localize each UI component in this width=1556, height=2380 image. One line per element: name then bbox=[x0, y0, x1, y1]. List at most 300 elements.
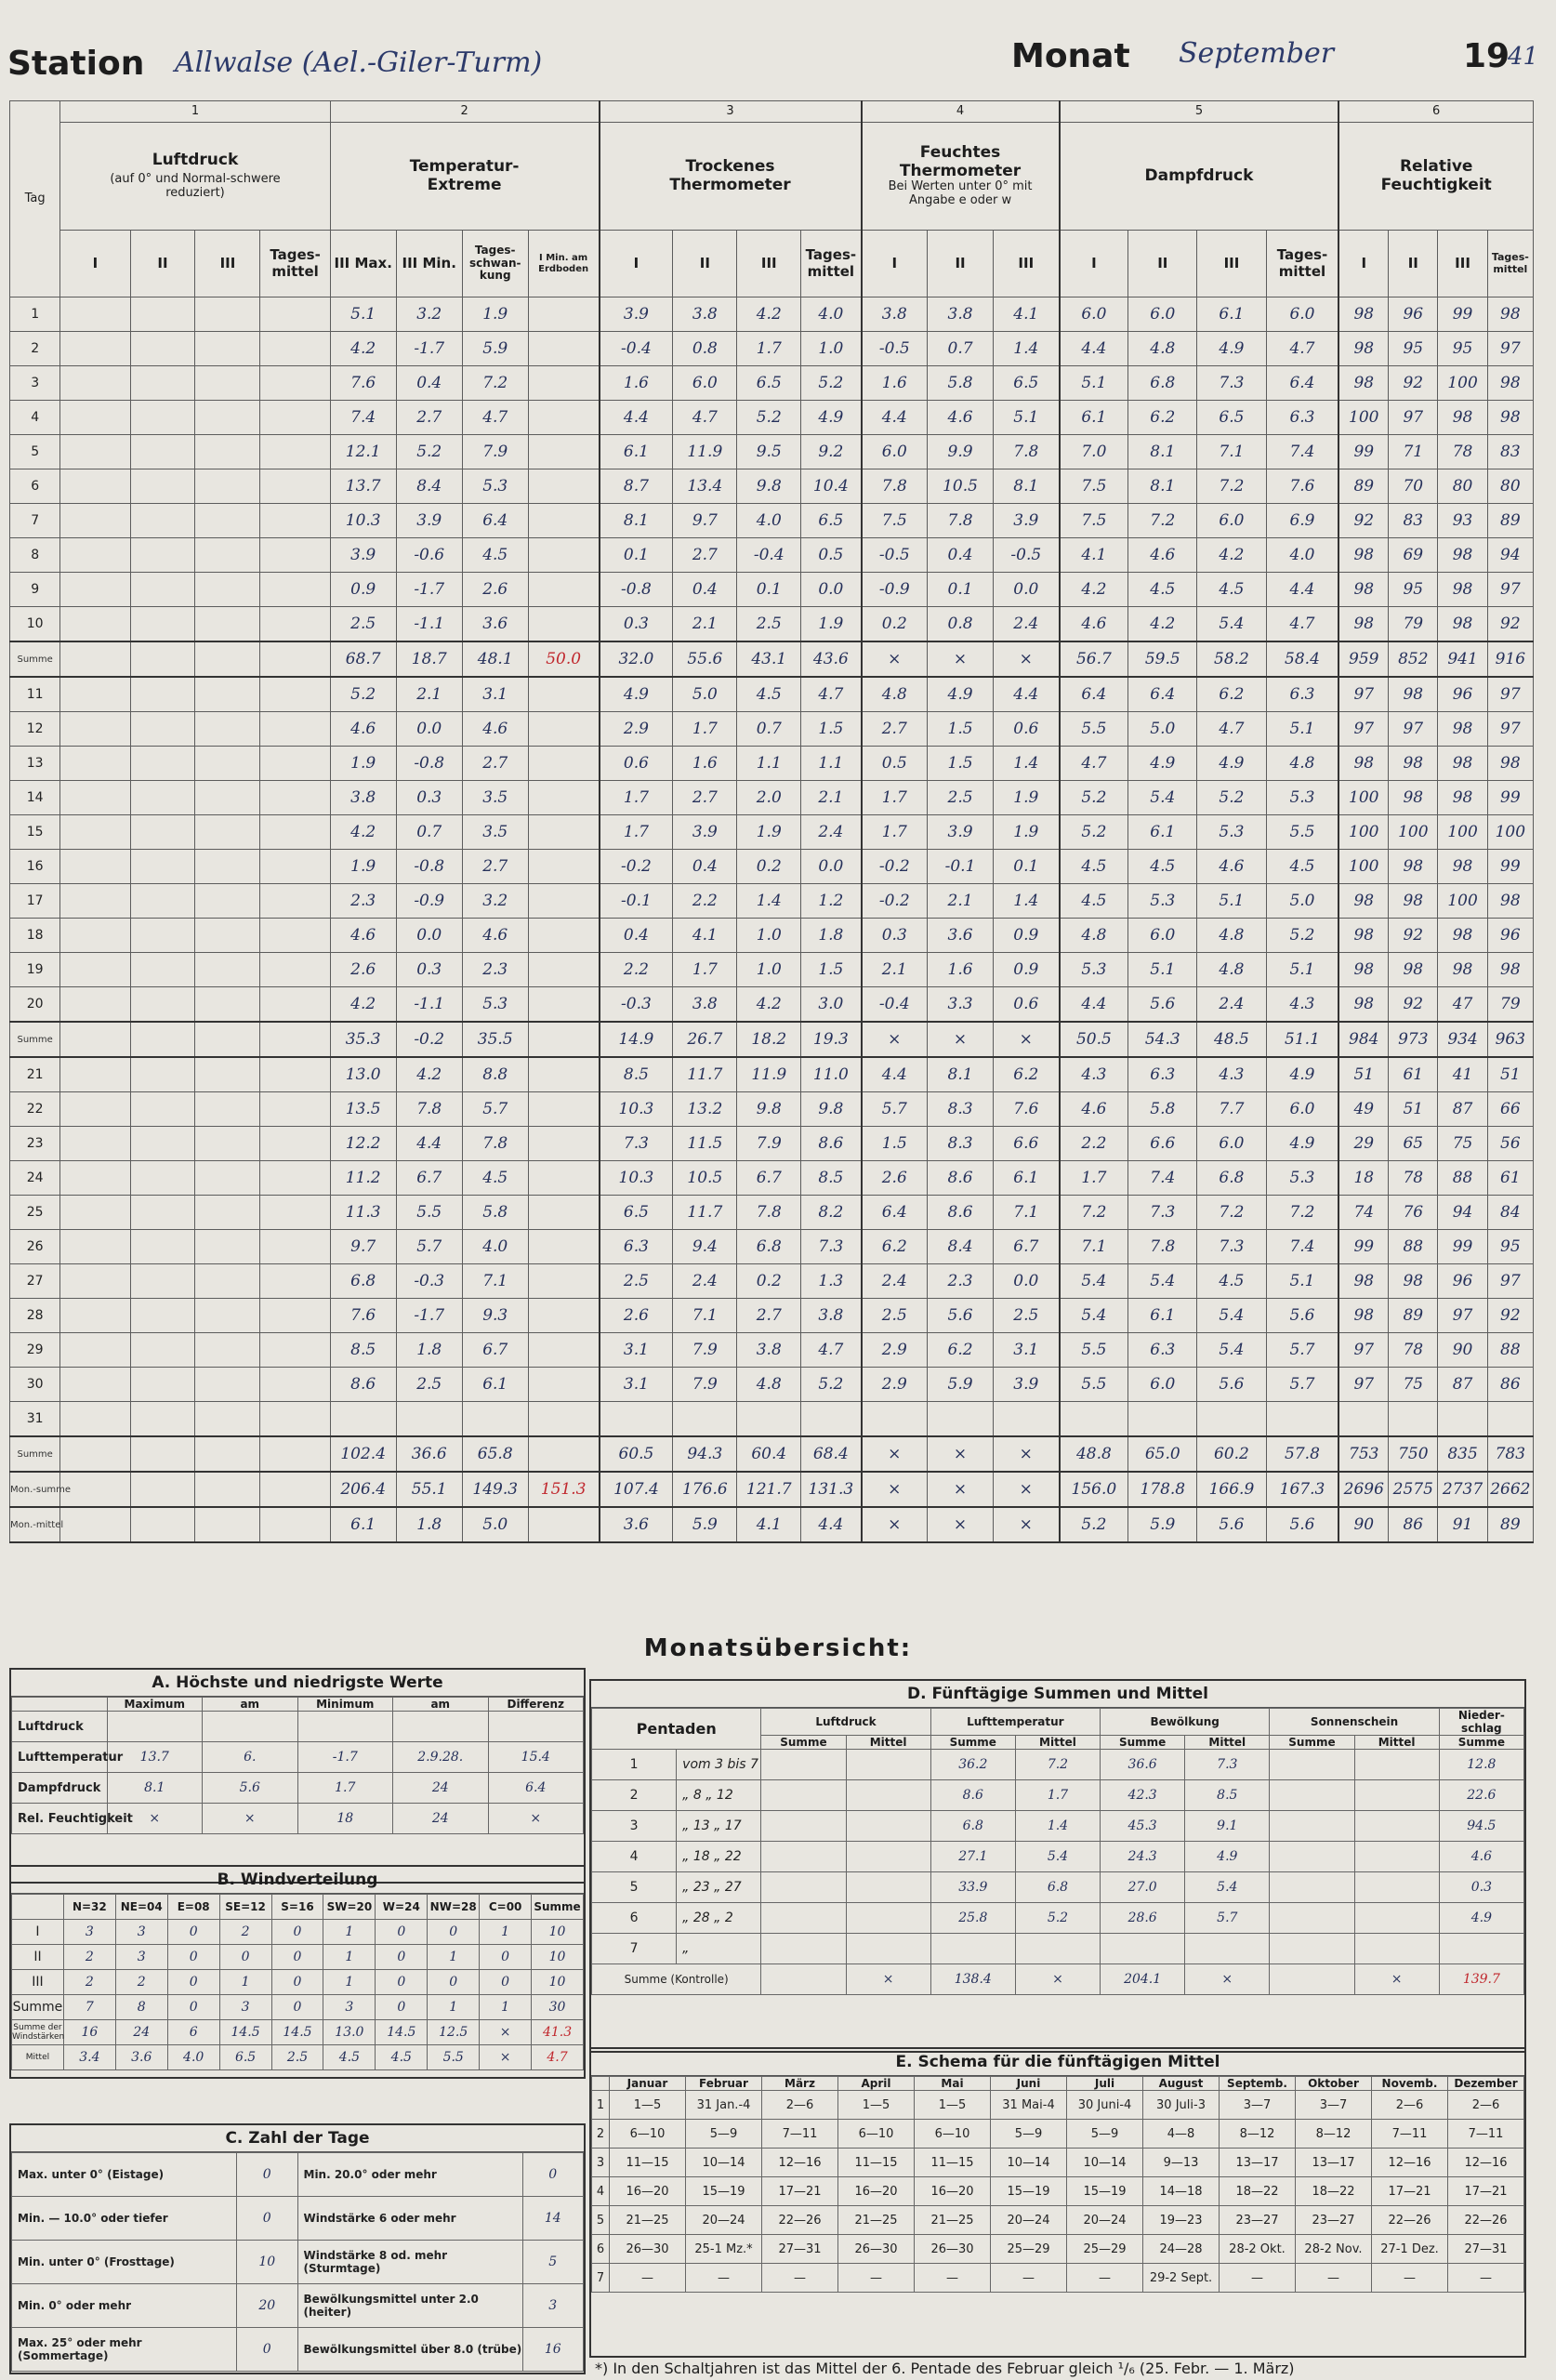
dry-bulb-cell: 131.3 bbox=[801, 1472, 862, 1507]
wet-bulb-cell: 5.6 bbox=[928, 1299, 994, 1333]
section-d-row bbox=[592, 1872, 1524, 1903]
wet-bulb-cell: 5.1 bbox=[994, 401, 1060, 435]
section-a-value: 6. bbox=[203, 1742, 298, 1773]
vapour-pressure-cell: 7.3 bbox=[1197, 366, 1266, 401]
wet-bulb-cell: 3.9 bbox=[994, 1368, 1060, 1402]
wet-bulb-cell: × bbox=[994, 1507, 1060, 1542]
section-d-value: 1.4 bbox=[1015, 1811, 1100, 1842]
day-row bbox=[10, 747, 1534, 781]
section-d-label: „ 23 „ 27 bbox=[677, 1872, 761, 1903]
temperature-cell: 3.9 bbox=[396, 504, 462, 538]
section-b-value: 2 bbox=[219, 1920, 271, 1945]
section-e-value: 7—11 bbox=[1448, 2120, 1524, 2149]
section-a-header: am bbox=[393, 1698, 489, 1712]
luftdruck-cell bbox=[60, 641, 130, 677]
section-a-value: 1.7 bbox=[297, 1773, 393, 1804]
section-e-value: 26—30 bbox=[838, 2235, 915, 2264]
dry-bulb-cell: 4.9 bbox=[600, 677, 673, 712]
vapour-pressure-cell: 4.5 bbox=[1060, 850, 1128, 884]
luftdruck-cell bbox=[130, 987, 195, 1023]
luftdruck-cell bbox=[130, 815, 195, 850]
dry-bulb-cell: -0.2 bbox=[600, 850, 673, 884]
luftdruck-cell bbox=[60, 815, 130, 850]
day-label: 2 bbox=[10, 332, 60, 366]
temperature-cell: 0.0 bbox=[396, 712, 462, 747]
temperature-cell: 7.8 bbox=[462, 1127, 528, 1161]
trocken-mittel: Tages-mittel bbox=[801, 231, 862, 298]
temperature-cell bbox=[528, 1507, 599, 1542]
luftdruck-cell bbox=[60, 987, 130, 1023]
feucht-ii: II bbox=[928, 231, 994, 298]
humidity-cell: 98 bbox=[1487, 953, 1533, 987]
section-d-value bbox=[1270, 1872, 1354, 1903]
luftdruck-cell bbox=[130, 504, 195, 538]
section-d-label: 6 bbox=[592, 1903, 677, 1934]
section-a-row bbox=[12, 1773, 584, 1804]
section-e-value: 15—19 bbox=[991, 2177, 1067, 2206]
wet-bulb-cell: 1.7 bbox=[862, 781, 928, 815]
section-c-label: Min. unter 0° (Frosttage) bbox=[12, 2241, 237, 2284]
temperature-cell: 18.7 bbox=[396, 641, 462, 677]
luftdruck-cell bbox=[130, 1368, 195, 1402]
humidity-cell: 92 bbox=[1487, 1299, 1533, 1333]
wet-bulb-cell: 0.0 bbox=[994, 573, 1060, 607]
wet-bulb-cell: 2.4 bbox=[862, 1264, 928, 1299]
vapour-pressure-cell: 4.6 bbox=[1128, 538, 1197, 573]
section-d-label: vom 3 bis 7 bbox=[677, 1750, 761, 1780]
section-b-value: 0 bbox=[480, 1945, 532, 1970]
luftdruck-cell bbox=[260, 641, 330, 677]
temperature-cell: 2.3 bbox=[330, 884, 396, 919]
luftdruck-cell bbox=[130, 298, 195, 332]
luftdruck-cell bbox=[60, 1127, 130, 1161]
group-3-number: 3 bbox=[600, 101, 862, 123]
section-e-value: 11—15 bbox=[838, 2149, 915, 2177]
section-e-value: 5—9 bbox=[991, 2120, 1067, 2149]
wet-bulb-cell: 2.1 bbox=[928, 884, 994, 919]
wet-bulb-cell: 0.1 bbox=[994, 850, 1060, 884]
day-row bbox=[10, 469, 1534, 504]
vapour-pressure-cell: 5.7 bbox=[1266, 1368, 1338, 1402]
section-e-value: — bbox=[762, 2264, 838, 2293]
vapour-pressure-cell: 56.7 bbox=[1060, 641, 1128, 677]
dry-bulb-cell: 2.4 bbox=[801, 815, 862, 850]
temperature-cell: 3.2 bbox=[396, 298, 462, 332]
dry-bulb-cell: 2.7 bbox=[673, 781, 737, 815]
dry-bulb-cell: 7.1 bbox=[673, 1299, 737, 1333]
day-row bbox=[10, 1333, 1534, 1368]
vapour-pressure-cell bbox=[1197, 1402, 1266, 1437]
wet-bulb-cell: 2.5 bbox=[928, 781, 994, 815]
subheader-row bbox=[10, 231, 1534, 298]
dry-bulb-cell: 26.7 bbox=[673, 1022, 737, 1057]
temperature-cell bbox=[528, 366, 599, 401]
temperature-cell: 4.6 bbox=[330, 712, 396, 747]
day-row bbox=[10, 884, 1534, 919]
section-a-header: Differenz bbox=[488, 1698, 584, 1712]
dry-bulb-cell: 1.7 bbox=[600, 781, 673, 815]
section-e-value: 21—25 bbox=[838, 2206, 915, 2235]
luftdruck-cell bbox=[260, 677, 330, 712]
day-row bbox=[10, 850, 1534, 884]
wet-bulb-cell bbox=[862, 1402, 928, 1437]
vapour-pressure-cell: 5.9 bbox=[1128, 1507, 1197, 1542]
temperature-cell: 5.8 bbox=[462, 1196, 528, 1230]
temperature-cell: 151.3 bbox=[528, 1472, 599, 1507]
luftdruck-cell bbox=[60, 781, 130, 815]
vapour-pressure-cell: 6.5 bbox=[1197, 401, 1266, 435]
section-b-value: 1 bbox=[428, 1995, 480, 2020]
humidity-cell: 98 bbox=[1338, 573, 1388, 607]
section-b-value: 2 bbox=[115, 1970, 167, 1995]
vapour-pressure-cell: 6.0 bbox=[1266, 298, 1338, 332]
section-a-label: Dampfdruck bbox=[12, 1773, 108, 1804]
dry-bulb-cell: 1.6 bbox=[600, 366, 673, 401]
temperature-cell: 8.5 bbox=[330, 1333, 396, 1368]
section-c-label: Max. unter 0° (Eistage) bbox=[12, 2153, 237, 2197]
group-2-number: 2 bbox=[330, 101, 599, 123]
section-d-value bbox=[1354, 1872, 1439, 1903]
section-e-value: 20—24 bbox=[991, 2206, 1067, 2235]
section-e-value: 2—6 bbox=[1372, 2091, 1448, 2120]
section-b-value: 1 bbox=[323, 1945, 376, 1970]
humidity-cell: 70 bbox=[1389, 469, 1438, 504]
vapour-pressure-cell: 4.5 bbox=[1266, 850, 1338, 884]
temperature-cell bbox=[528, 538, 599, 573]
section-b-value: 1 bbox=[480, 1995, 532, 2020]
vapour-pressure-cell: 4.4 bbox=[1060, 332, 1128, 366]
temperature-cell: 5.5 bbox=[396, 1196, 462, 1230]
luftdruck-cell bbox=[130, 1436, 195, 1472]
section-d-row bbox=[592, 1750, 1524, 1780]
section-c-value: 10 bbox=[237, 2241, 298, 2284]
day-label: Summe bbox=[10, 1436, 60, 1472]
day-label: 15 bbox=[10, 815, 60, 850]
section-e-header: Februar bbox=[686, 2077, 762, 2091]
luftdruck-cell bbox=[130, 1196, 195, 1230]
dry-bulb-cell: 176.6 bbox=[673, 1472, 737, 1507]
vapour-pressure-cell: 5.6 bbox=[1266, 1507, 1338, 1542]
dry-bulb-cell: 4.2 bbox=[737, 987, 801, 1023]
luftdruck-cell bbox=[130, 1230, 195, 1264]
section-e-value: — bbox=[1067, 2264, 1143, 2293]
section-e-header: Novemb. bbox=[1372, 2077, 1448, 2091]
section-d-value bbox=[1270, 1780, 1354, 1811]
vapour-pressure-cell: 7.6 bbox=[1266, 469, 1338, 504]
luftdruck-cell bbox=[130, 401, 195, 435]
dry-bulb-cell: 8.5 bbox=[600, 1057, 673, 1092]
section-b-value: 4.5 bbox=[376, 2045, 428, 2070]
section-e-value: 5—9 bbox=[686, 2120, 762, 2149]
vapour-pressure-cell: 4.0 bbox=[1266, 538, 1338, 573]
day-row bbox=[10, 1368, 1534, 1402]
temperature-cell bbox=[528, 712, 599, 747]
section-b-label: Mittel bbox=[12, 2045, 64, 2070]
section-e-header bbox=[592, 2077, 610, 2091]
wet-bulb-cell: 7.5 bbox=[862, 504, 928, 538]
dry-bulb-cell: 9.8 bbox=[737, 469, 801, 504]
temperature-cell: 7.6 bbox=[330, 1299, 396, 1333]
day-row bbox=[10, 504, 1534, 538]
section-e-title: E. Schema für die fünftägigen Mittel bbox=[591, 2049, 1524, 2076]
dry-bulb-cell: 11.0 bbox=[801, 1057, 862, 1092]
humidity-cell: 98 bbox=[1438, 850, 1487, 884]
section-a-value: 5.6 bbox=[203, 1773, 298, 1804]
temperature-cell bbox=[528, 1299, 599, 1333]
wet-bulb-cell: -0.2 bbox=[862, 884, 928, 919]
vapour-pressure-cell: 5.4 bbox=[1060, 1264, 1128, 1299]
temperature-cell: 2.7 bbox=[462, 850, 528, 884]
temperature-cell: -0.9 bbox=[396, 884, 462, 919]
section-b-value: 3 bbox=[323, 1995, 376, 2020]
luftdruck-cell bbox=[60, 573, 130, 607]
wet-bulb-cell: 8.3 bbox=[928, 1092, 994, 1127]
rf-iii: III bbox=[1438, 231, 1487, 298]
day-label: 12 bbox=[10, 712, 60, 747]
vapour-pressure-cell: 5.1 bbox=[1128, 953, 1197, 987]
section-d-value bbox=[1354, 1842, 1439, 1872]
section-d-value bbox=[846, 1872, 930, 1903]
vapour-pressure-cell: 8.1 bbox=[1128, 469, 1197, 504]
vapour-pressure-cell: 5.4 bbox=[1197, 1299, 1266, 1333]
dry-bulb-cell: 2.6 bbox=[600, 1299, 673, 1333]
day-row bbox=[10, 1402, 1534, 1437]
luftdruck-cell bbox=[60, 1299, 130, 1333]
section-d-value: × bbox=[1015, 1964, 1100, 1995]
humidity-cell: 89 bbox=[1487, 504, 1533, 538]
humidity-cell: 2737 bbox=[1438, 1472, 1487, 1507]
vapour-pressure-cell bbox=[1266, 1402, 1338, 1437]
vapour-pressure-cell: 166.9 bbox=[1197, 1472, 1266, 1507]
humidity-cell: 78 bbox=[1389, 1161, 1438, 1196]
luftdruck-cell bbox=[195, 435, 260, 469]
day-row bbox=[10, 366, 1534, 401]
temperature-cell bbox=[528, 573, 599, 607]
vapour-pressure-cell: 5.4 bbox=[1197, 1333, 1266, 1368]
luftdruck-cell bbox=[130, 747, 195, 781]
temperature-cell: 1.9 bbox=[462, 298, 528, 332]
luftdruck-cell bbox=[195, 1230, 260, 1264]
vapour-pressure-cell: 6.3 bbox=[1128, 1333, 1197, 1368]
vapour-pressure-cell: 4.5 bbox=[1197, 1264, 1266, 1299]
section-b-row bbox=[12, 1970, 584, 1995]
temperature-cell: 5.7 bbox=[462, 1092, 528, 1127]
luftdruck-cell bbox=[60, 712, 130, 747]
dry-bulb-cell: 7.9 bbox=[737, 1127, 801, 1161]
vapour-pressure-cell: 6.0 bbox=[1128, 919, 1197, 953]
section-c-value: 0 bbox=[522, 2153, 584, 2197]
humidity-cell: 74 bbox=[1338, 1196, 1388, 1230]
luftdruck-cell bbox=[260, 1127, 330, 1161]
feuchtes-thermometer-title: Feuchtes Thermometer bbox=[899, 143, 1022, 180]
vapour-pressure-cell: 1.7 bbox=[1060, 1161, 1128, 1196]
wet-bulb-cell: 3.8 bbox=[862, 298, 928, 332]
vapour-pressure-cell: 7.3 bbox=[1197, 1230, 1266, 1264]
section-e-value: 28-2 Nov. bbox=[1296, 2235, 1372, 2264]
section-d-subheader: Summe bbox=[1439, 1736, 1523, 1750]
dry-bulb-cell: 2.2 bbox=[600, 953, 673, 987]
humidity-cell: 89 bbox=[1389, 1299, 1438, 1333]
section-e-value: — bbox=[610, 2264, 686, 2293]
daily-observations-table bbox=[9, 100, 1534, 1543]
wet-bulb-cell: 1.4 bbox=[994, 332, 1060, 366]
dry-bulb-cell: 11.9 bbox=[737, 1057, 801, 1092]
vapour-pressure-cell: 6.1 bbox=[1128, 1299, 1197, 1333]
vapour-pressure-cell: 7.2 bbox=[1197, 469, 1266, 504]
section-e-value: 8—12 bbox=[1220, 2120, 1296, 2149]
humidity-cell: 29 bbox=[1338, 1127, 1388, 1161]
day-label: Summe bbox=[10, 1022, 60, 1057]
section-e-header: Mai bbox=[915, 2077, 991, 2091]
wet-bulb-cell: 3.9 bbox=[928, 815, 994, 850]
vapour-pressure-cell: 5.1 bbox=[1266, 1264, 1338, 1299]
day-label: 3 bbox=[10, 366, 60, 401]
wet-bulb-cell: 8.1 bbox=[928, 1057, 994, 1092]
temperature-cell: 9.3 bbox=[462, 1299, 528, 1333]
luftdruck-cell bbox=[130, 1472, 195, 1507]
section-d-value: 36.2 bbox=[930, 1750, 1015, 1780]
vapour-pressure-cell: 54.3 bbox=[1128, 1022, 1197, 1057]
section-b-header: SE=12 bbox=[219, 1895, 271, 1920]
vapour-pressure-cell: 5.8 bbox=[1128, 1092, 1197, 1127]
section-d-value bbox=[930, 1934, 1015, 1964]
vapour-pressure-cell: 4.9 bbox=[1266, 1127, 1338, 1161]
dry-bulb-cell: 6.5 bbox=[600, 1196, 673, 1230]
temperature-cell: 4.5 bbox=[462, 1161, 528, 1196]
section-e-value: 16—20 bbox=[838, 2177, 915, 2206]
section-d-header: Bewölkung bbox=[1101, 1709, 1270, 1736]
humidity-cell: 835 bbox=[1438, 1436, 1487, 1472]
section-e-value: 14—18 bbox=[1143, 2177, 1220, 2206]
section-c-value: 3 bbox=[522, 2284, 584, 2328]
section-a-row bbox=[12, 1742, 584, 1773]
wet-bulb-cell: 1.6 bbox=[928, 953, 994, 987]
section-e-value: 9—13 bbox=[1143, 2149, 1220, 2177]
vapour-pressure-cell: 5.5 bbox=[1060, 1333, 1128, 1368]
wet-bulb-cell: × bbox=[994, 1472, 1060, 1507]
day-label: 30 bbox=[10, 1368, 60, 1402]
section-d-value bbox=[1354, 1811, 1439, 1842]
luftdruck-cell bbox=[130, 1057, 195, 1092]
luftdruck-cell bbox=[260, 850, 330, 884]
humidity-cell bbox=[1487, 1402, 1533, 1437]
dry-bulb-cell: 1.6 bbox=[673, 747, 737, 781]
dry-bulb-cell: 4.4 bbox=[801, 1507, 862, 1542]
vapour-pressure-cell: 5.2 bbox=[1266, 919, 1338, 953]
wet-bulb-cell: 5.7 bbox=[862, 1092, 928, 1127]
section-e-value: — bbox=[838, 2264, 915, 2293]
section-d-value: 6.8 bbox=[1015, 1872, 1100, 1903]
section-e-value: 10—14 bbox=[686, 2149, 762, 2177]
section-d-label: 5 bbox=[592, 1872, 677, 1903]
section-e-value: 4—8 bbox=[1143, 2120, 1220, 2149]
vapour-pressure-cell: 57.8 bbox=[1266, 1436, 1338, 1472]
dry-bulb-cell: 3.8 bbox=[737, 1333, 801, 1368]
temperature-cell: 2.5 bbox=[330, 607, 396, 642]
vapour-pressure-cell: 50.5 bbox=[1060, 1022, 1128, 1057]
humidity-cell: 852 bbox=[1389, 641, 1438, 677]
luftdruck-cell bbox=[260, 1230, 330, 1264]
section-e-row bbox=[592, 2177, 1524, 2206]
wet-bulb-cell: 2.3 bbox=[928, 1264, 994, 1299]
dry-bulb-cell: 2.5 bbox=[600, 1264, 673, 1299]
day-row bbox=[10, 815, 1534, 850]
section-e-value: 10—14 bbox=[991, 2149, 1067, 2177]
wet-bulb-cell: × bbox=[862, 1472, 928, 1507]
section-d-value: 4.9 bbox=[1439, 1903, 1523, 1934]
section-b-value: 0 bbox=[376, 1995, 428, 2020]
section-b-value: 4.0 bbox=[167, 2045, 219, 2070]
section-d-value bbox=[1270, 1964, 1354, 1995]
luftdruck-cell bbox=[260, 1333, 330, 1368]
section-d-value bbox=[846, 1750, 930, 1780]
dry-bulb-cell: -0.1 bbox=[600, 884, 673, 919]
luftdruck-cell bbox=[130, 850, 195, 884]
day-label: 20 bbox=[10, 987, 60, 1023]
dry-bulb-cell: 1.2 bbox=[801, 884, 862, 919]
temperature-cell bbox=[528, 1022, 599, 1057]
dry-bulb-cell: 4.7 bbox=[801, 1333, 862, 1368]
wet-bulb-cell: × bbox=[928, 1436, 994, 1472]
dry-bulb-cell: 1.1 bbox=[737, 747, 801, 781]
dry-bulb-cell: 3.8 bbox=[673, 298, 737, 332]
dry-bulb-cell: 4.1 bbox=[673, 919, 737, 953]
section-d-header: Luftdruck bbox=[761, 1709, 930, 1736]
vapour-pressure-cell: 4.4 bbox=[1060, 987, 1128, 1023]
section-d-value bbox=[761, 1842, 846, 1872]
temperature-cell: 8.4 bbox=[396, 469, 462, 504]
temperature-cell: 3.2 bbox=[462, 884, 528, 919]
luftdruck-cell bbox=[195, 953, 260, 987]
temperature-cell: 4.4 bbox=[396, 1127, 462, 1161]
temperature-cell: 9.7 bbox=[330, 1230, 396, 1264]
luftdruck-cell bbox=[60, 469, 130, 504]
temperature-cell bbox=[528, 1436, 599, 1472]
section-d-value: 33.9 bbox=[930, 1872, 1015, 1903]
day-row bbox=[10, 1230, 1534, 1264]
temperature-cell: 4.2 bbox=[330, 815, 396, 850]
temperature-cell: 8.8 bbox=[462, 1057, 528, 1092]
wet-bulb-cell: 4.4 bbox=[862, 1057, 928, 1092]
section-b-value: 8 bbox=[115, 1995, 167, 2020]
luftdruck-cell bbox=[60, 1264, 130, 1299]
section-b-label: II bbox=[12, 1945, 64, 1970]
temperature-cell bbox=[528, 298, 599, 332]
wet-bulb-cell: × bbox=[928, 1472, 994, 1507]
luftdruck-cell bbox=[130, 1333, 195, 1368]
section-a bbox=[9, 1668, 586, 1884]
section-b-value: 0 bbox=[271, 1995, 323, 2020]
section-b-label: III bbox=[12, 1970, 64, 1995]
section-a-value bbox=[297, 1712, 393, 1742]
temperature-cell bbox=[528, 781, 599, 815]
section-d-value bbox=[761, 1872, 846, 1903]
wet-bulb-cell: 1.5 bbox=[928, 747, 994, 781]
temperature-cell: 2.1 bbox=[396, 677, 462, 712]
vapour-pressure-cell: 6.0 bbox=[1197, 1127, 1266, 1161]
section-e-value: 12—16 bbox=[1448, 2149, 1524, 2177]
vapour-pressure-cell bbox=[1128, 1402, 1197, 1437]
section-d-value bbox=[1270, 1811, 1354, 1842]
humidity-cell: 71 bbox=[1389, 435, 1438, 469]
section-b-value: 0 bbox=[376, 1945, 428, 1970]
section-e-value: 21—25 bbox=[610, 2206, 686, 2235]
section-d-table bbox=[591, 1708, 1524, 1995]
wet-bulb-cell: 1.4 bbox=[994, 747, 1060, 781]
temperature-cell bbox=[528, 747, 599, 781]
wet-bulb-cell: 1.7 bbox=[862, 815, 928, 850]
section-d-title: D. Fünftägige Summen und Mittel bbox=[591, 1681, 1524, 1708]
